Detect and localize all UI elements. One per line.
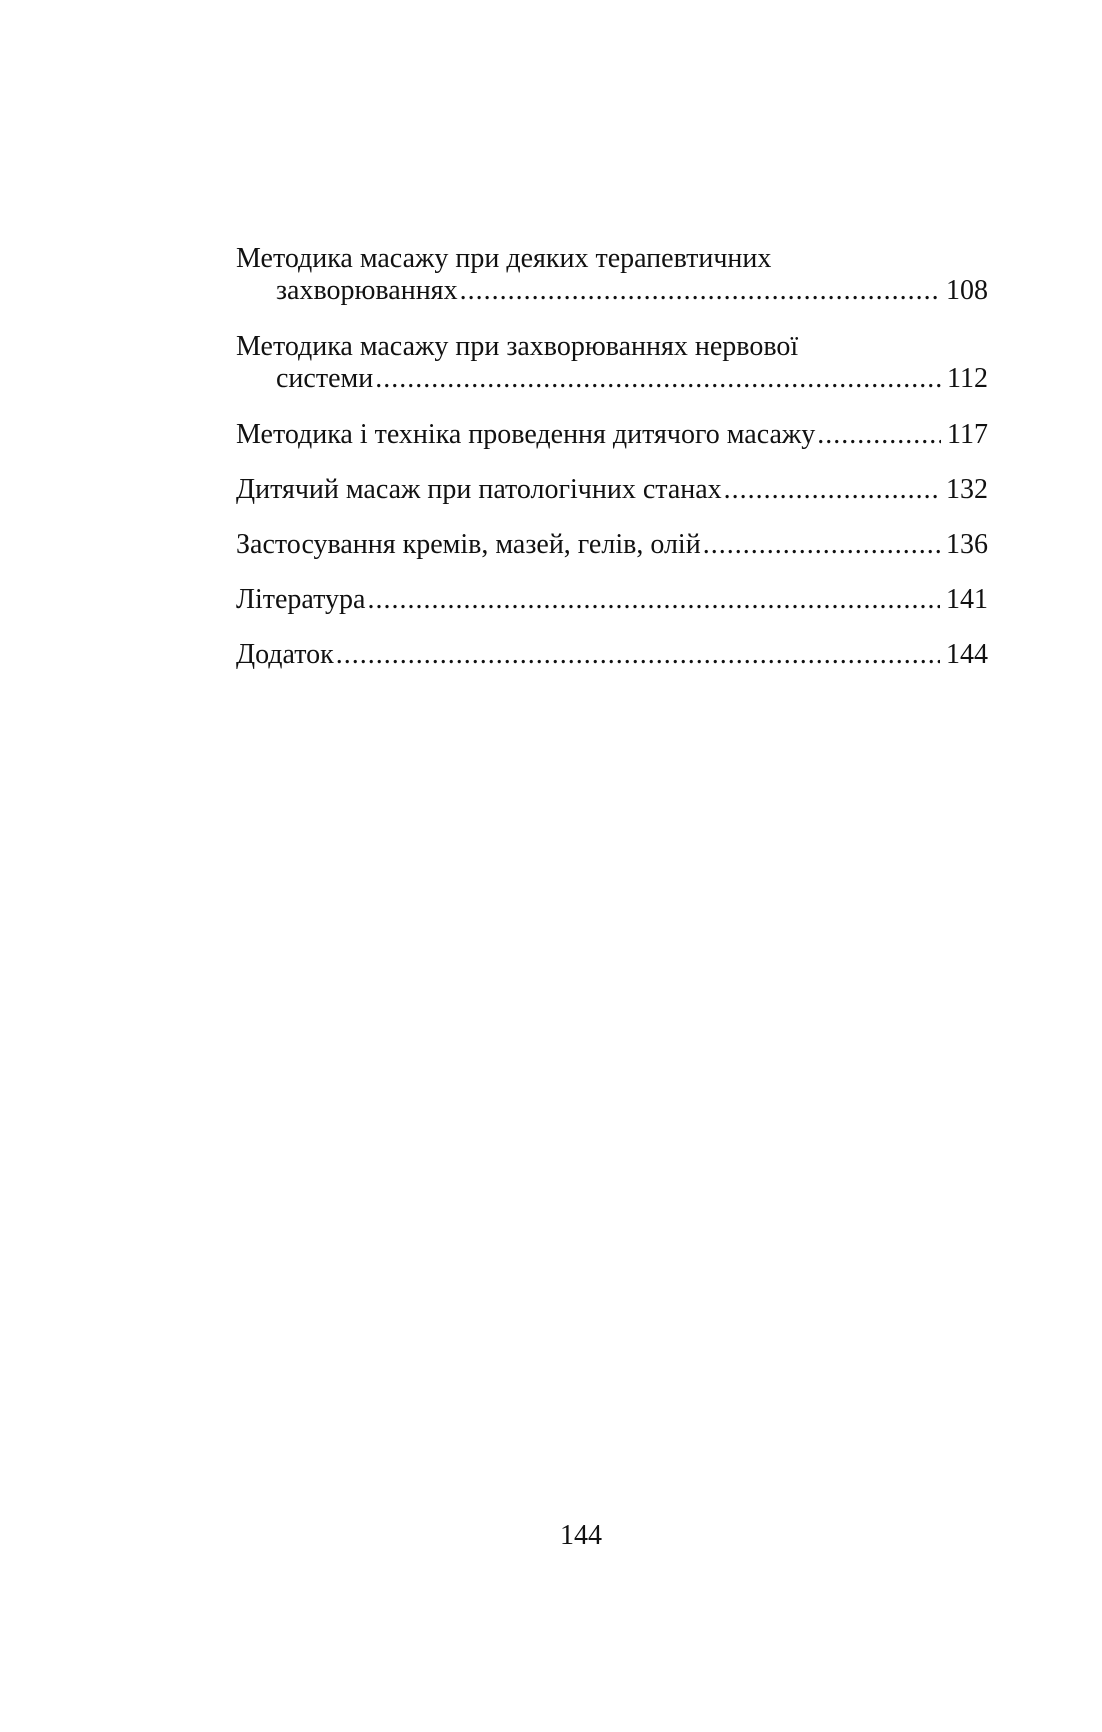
toc-entry-title: Література [236,584,366,615]
dot-leader [703,529,940,561]
dot-leader [817,419,941,451]
dot-leader [336,639,940,671]
toc-entry-title: Додаток [236,639,334,670]
toc-entry-page: 108 [946,275,988,306]
toc-entry-nervous-system[interactable] [236,331,988,395]
toc-entry-leader-line [236,419,988,451]
toc-entry-leader-line [236,639,988,671]
toc-entry-title: Застосування кремів, мазей, гелів, олій [236,529,701,560]
toc-entry-page: 112 [947,363,988,394]
dot-leader [724,474,940,506]
toc-entry-page: 132 [946,474,988,505]
toc-entry-title: Дитячий масаж при патологічних станах [236,474,722,505]
toc-entry-title-line1: Методика масажу при деяких терапевтичних [236,243,772,274]
toc-entry-page: 141 [946,584,988,615]
toc-entry-page: 144 [946,639,988,670]
toc-entry-child-massage-technique[interactable] [236,419,988,451]
toc-entry-page: 117 [947,419,988,450]
page-number-footer: 144 [560,1520,602,1551]
toc-entry-appendix[interactable] [236,639,988,671]
toc-entry-leader-line [236,474,988,506]
toc-entry-literature[interactable] [236,584,988,616]
toc-entry-leader-line [236,584,988,616]
toc-entry-title-line2: захворюваннях [276,275,458,306]
toc-entry-title-line1: Методика масажу при захворюваннях нервової [236,331,799,362]
toc-entry-leader-line [236,363,988,395]
toc-entry-page: 136 [946,529,988,560]
toc-entry-title-line2: системи [276,363,374,394]
toc-entry-leader-line [236,275,988,307]
toc-entry-therapeutic-diseases[interactable] [236,243,988,307]
dot-leader [460,275,940,307]
toc-entry-title: Методика і техніка проведення дитячого масажу [236,419,816,450]
toc-entry-leader-line [236,529,988,561]
dot-leader [367,584,940,616]
toc-entry-child-massage-pathology[interactable] [236,474,988,506]
toc-entry-creams-ointments[interactable] [236,529,988,561]
table-of-contents [236,243,988,694]
dot-leader [375,363,941,395]
